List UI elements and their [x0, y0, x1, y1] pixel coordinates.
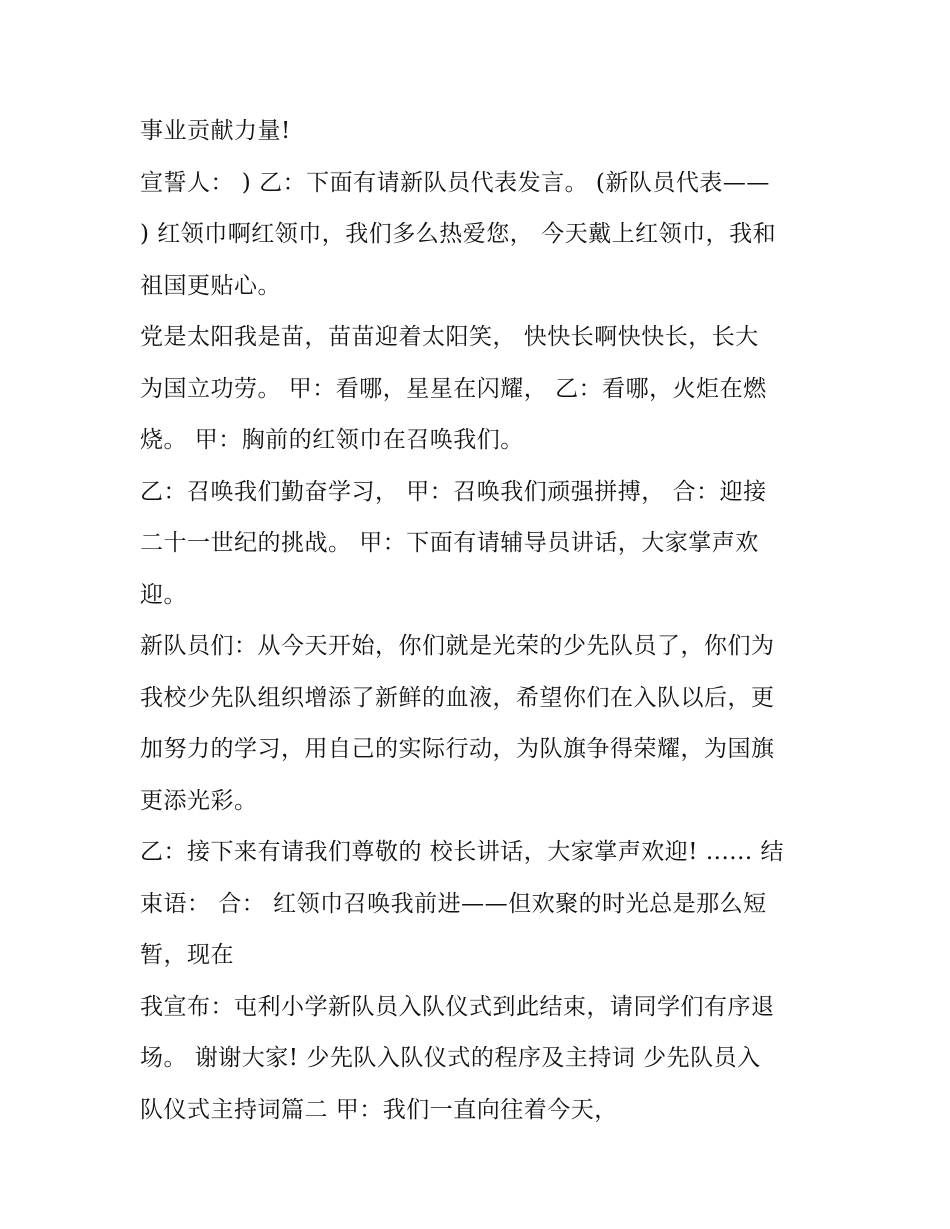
text-line: 祖国更贴心。 — [140, 272, 281, 299]
text-line: 二十一世纪的挑战。 甲：下面有请辅导员讲话，大家掌声欢 — [140, 530, 759, 556]
text-line: 暂，现在 — [140, 942, 234, 968]
text-line: 事业贡献力量! — [140, 118, 291, 144]
text-line: 新队员们：从今天开始，你们就是光荣的少先队员了，你们为 — [140, 633, 775, 659]
text-line: 乙：接下来有请我们尊敬的 校长讲话，大家掌声欢迎! ...... 结 — [140, 839, 785, 865]
document-body-text — [140, 106, 820, 1136]
text-line: 更添光彩。 — [140, 787, 258, 814]
text-line: 加努力的学习，用自己的实际行动，为队旗争得荣耀，为国旗 — [140, 736, 775, 762]
text-line: 党是太阳我是苗，苗苗迎着太阳笑， 快快长啊快快长，长大 — [140, 324, 759, 350]
text-line: 队仪式主持词篇二 甲：我们一直向往着今天， — [140, 1096, 618, 1123]
text-line: 我校少先队组织增添了新鲜的血液，希望你们在入队以后，更 — [140, 684, 775, 711]
text-line: 烧。 甲：胸前的红领巾在召唤我们。 — [140, 427, 524, 453]
text-line: 乙：召唤我们勤奋学习， 甲：召唤我们顽强拼搏， 合：迎接 — [140, 478, 767, 505]
text-line: 场。 谢谢大家! 少先队入队仪式的程序及主持词 少先队员入 — [140, 1045, 761, 1071]
text-line: ) 红领巾啊红领巾，我们多么热爱您， 今天戴上红领巾，我和 — [140, 221, 777, 247]
text-line: 我宣布：屯利小学新队员入队仪式到此结束，请同学们有序退 — [140, 993, 775, 1020]
text-line: 为国立功劳。 甲：看哪，星星在闪耀， 乙：看哪，火炬在燃 — [140, 375, 767, 402]
text-line: 宣誓人： ) 乙：下面有请新队员代表发言。 (新队员代表—— — [140, 169, 770, 196]
text-line: 束语： 合： 红领巾召唤我前进——但欢聚的时光总是那么短 — [140, 890, 767, 917]
text-line: 迎。 — [140, 581, 187, 608]
